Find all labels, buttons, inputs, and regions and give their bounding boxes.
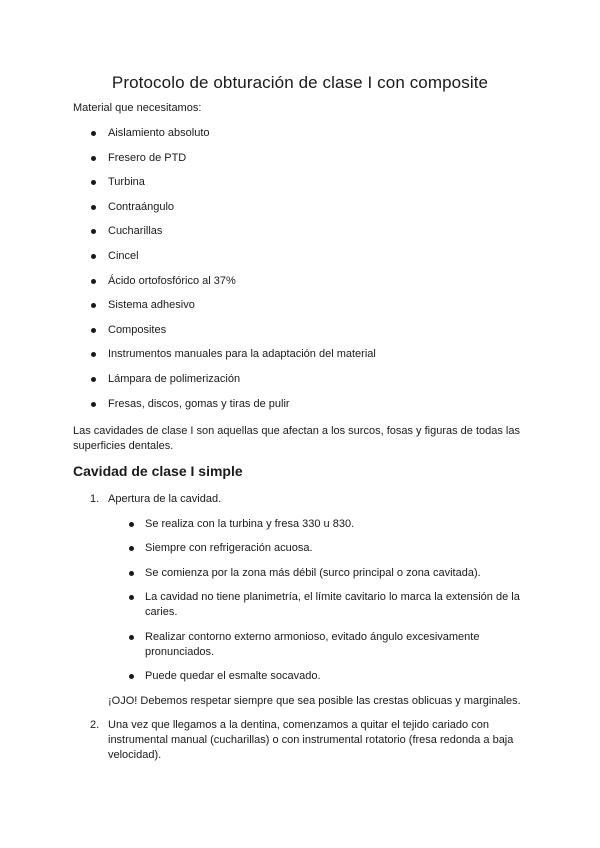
list-item-label: Fresero de PTD <box>108 151 187 164</box>
list-item-label: Fresas, discos, gomas y tiras de pulir <box>108 397 290 410</box>
bullet-icon <box>129 674 134 679</box>
bullet-icon <box>91 402 96 407</box>
step-note: ¡OJO! Debemos respetar siempre que sea posible las crestas oblicuas y marginales. <box>108 695 521 707</box>
list-item-label: Sistema adhesivo <box>108 299 195 312</box>
bullet-icon <box>91 328 96 333</box>
list-item-label: Lámpara de polimerización <box>108 373 241 385</box>
bullet-icon <box>91 229 96 234</box>
bullet-icon <box>91 254 96 259</box>
bullet-icon <box>129 571 134 576</box>
bullet-icon <box>91 131 96 136</box>
bullet-icon <box>91 352 96 357</box>
list-item-label: La cavidad no tiene planimetría, el límite cavitario lo marca la extensión de la caries. <box>145 591 520 618</box>
step-text: Una vez que llegamos a la dentina, comenzamos a quitar el tejido cariado con instrumental manual (cucharillas) o con instrumental rotatorio (fresa redonda a baja velocidad). <box>108 719 514 761</box>
bullet-icon <box>91 205 96 210</box>
list-item-label: Aislamiento absoluto <box>108 127 210 139</box>
bullet-icon <box>91 180 96 185</box>
list-item-label: Instrumentos manuales para la adaptación del material <box>108 348 376 361</box>
bullet-icon <box>91 303 96 308</box>
list-item-label: Turbina <box>108 176 145 189</box>
document-title: Protocolo de obturación de clase I con composite <box>111 73 489 92</box>
bullet-icon <box>129 546 134 551</box>
step-text: Apertura de la cavidad. <box>108 493 222 505</box>
bullet-icon <box>91 279 96 284</box>
bullet-icon <box>91 156 96 161</box>
list-item-label: Siempre con refrigeración acuosa. <box>145 542 313 554</box>
list-item-label: Ácido ortofosfórico al 37% <box>108 274 236 287</box>
list-item-label: Composites <box>108 323 167 336</box>
list-item-label: Puede quedar el esmalte socavado. <box>145 670 321 682</box>
list-item-label: Se comienza por la zona más débil (surco principal o zona cavitada). <box>145 567 481 579</box>
section-heading: Cavidad de clase I simple <box>73 463 243 479</box>
list-item-label: Realizar contorno externo armonioso, evitado ángulo excesivamente pronunciados. <box>145 631 480 658</box>
step-number: 2. <box>90 719 100 731</box>
bullet-icon <box>129 522 134 527</box>
clase-i-description: Las cavidades de clase I son aquellas que afectan a los surcos, fosas y figuras de todas las superficies dentales. <box>73 425 520 452</box>
bullet-icon <box>129 635 134 640</box>
step-number: 1. <box>90 493 100 505</box>
list-item-label: Se realiza con la turbina y fresa 330 u 830. <box>145 518 355 530</box>
bullet-icon <box>91 377 96 382</box>
bullet-icon <box>129 595 134 600</box>
materials-intro: Material que necesitamos: <box>73 102 202 114</box>
list-item-label: Cucharillas <box>108 225 163 238</box>
list-item-label: Cincel <box>108 250 139 262</box>
list-item-label: Contraángulo <box>108 200 175 213</box>
